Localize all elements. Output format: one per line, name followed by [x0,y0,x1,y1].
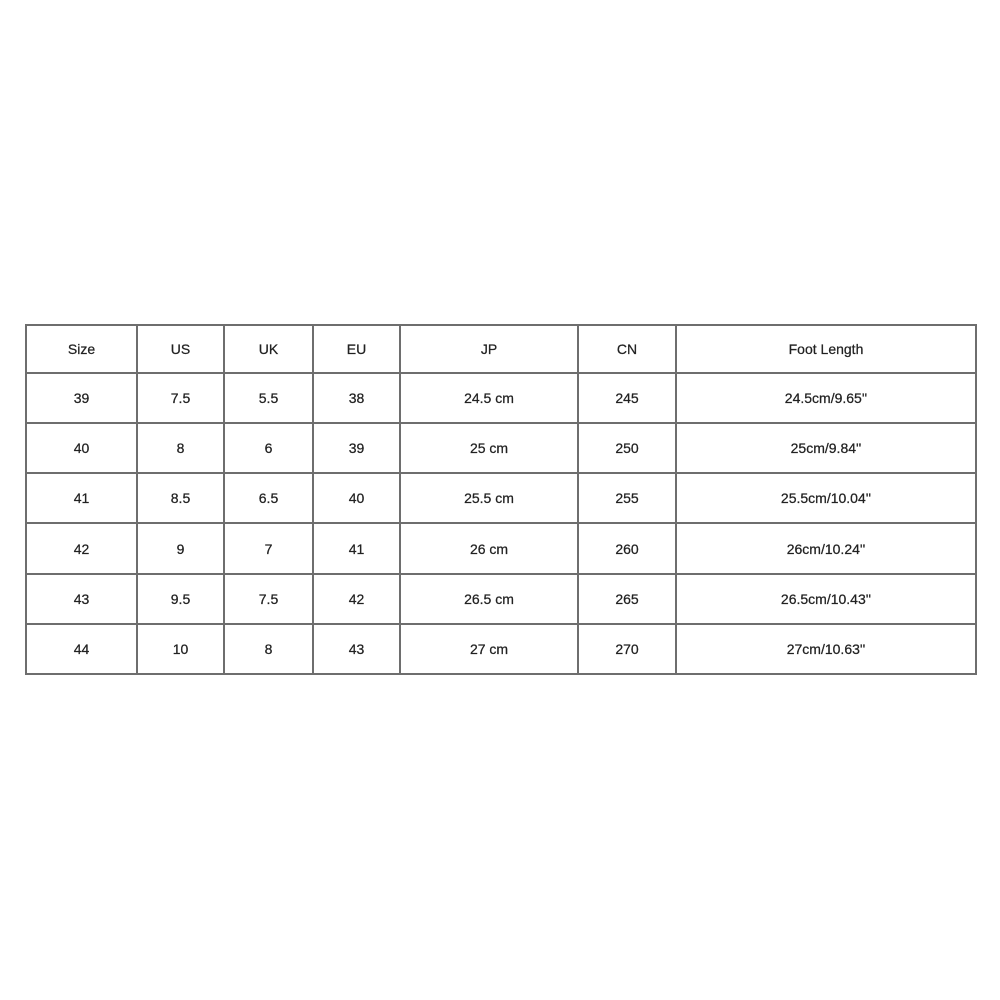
cell-eu: 43 [313,624,400,674]
header-eu: EU [313,325,400,373]
cell-jp: 25.5 cm [400,473,578,523]
cell-size: 40 [26,423,137,473]
header-size: Size [26,325,137,373]
cell-jp: 27 cm [400,624,578,674]
cell-eu: 39 [313,423,400,473]
cell-uk: 6.5 [224,473,313,523]
header-row [26,325,976,373]
cell-cn: 260 [578,523,676,573]
cell-foot-length: 24.5cm/9.65'' [676,373,976,423]
cell-uk: 8 [224,624,313,674]
cell-us: 7.5 [137,373,224,423]
cell-uk: 5.5 [224,373,313,423]
cell-cn: 270 [578,624,676,674]
header-jp: JP [400,325,578,373]
cell-eu: 40 [313,473,400,523]
cell-size: 41 [26,473,137,523]
cell-us: 8.5 [137,473,224,523]
cell-jp: 25 cm [400,423,578,473]
table-row [26,624,976,674]
cell-eu: 38 [313,373,400,423]
size-chart-table [25,324,977,675]
table-row [26,423,976,473]
cell-size: 43 [26,574,137,624]
cell-foot-length: 26cm/10.24'' [676,523,976,573]
table-row [26,473,976,523]
cell-eu: 41 [313,523,400,573]
cell-uk: 6 [224,423,313,473]
table-row [26,574,976,624]
header-cn: CN [578,325,676,373]
cell-jp: 26 cm [400,523,578,573]
cell-us: 10 [137,624,224,674]
cell-size: 42 [26,523,137,573]
header-foot-length: Foot Length [676,325,976,373]
cell-eu: 42 [313,574,400,624]
cell-cn: 250 [578,423,676,473]
cell-us: 8 [137,423,224,473]
cell-us: 9 [137,523,224,573]
cell-jp: 24.5 cm [400,373,578,423]
cell-jp: 26.5 cm [400,574,578,624]
cell-foot-length: 27cm/10.63'' [676,624,976,674]
cell-cn: 265 [578,574,676,624]
table-row [26,373,976,423]
table-row [26,523,976,573]
cell-foot-length: 26.5cm/10.43'' [676,574,976,624]
cell-foot-length: 25cm/9.84'' [676,423,976,473]
header-us: US [137,325,224,373]
cell-uk: 7 [224,523,313,573]
cell-us: 9.5 [137,574,224,624]
cell-cn: 245 [578,373,676,423]
cell-uk: 7.5 [224,574,313,624]
cell-size: 44 [26,624,137,674]
cell-foot-length: 25.5cm/10.04'' [676,473,976,523]
cell-size: 39 [26,373,137,423]
header-uk: UK [224,325,313,373]
cell-cn: 255 [578,473,676,523]
